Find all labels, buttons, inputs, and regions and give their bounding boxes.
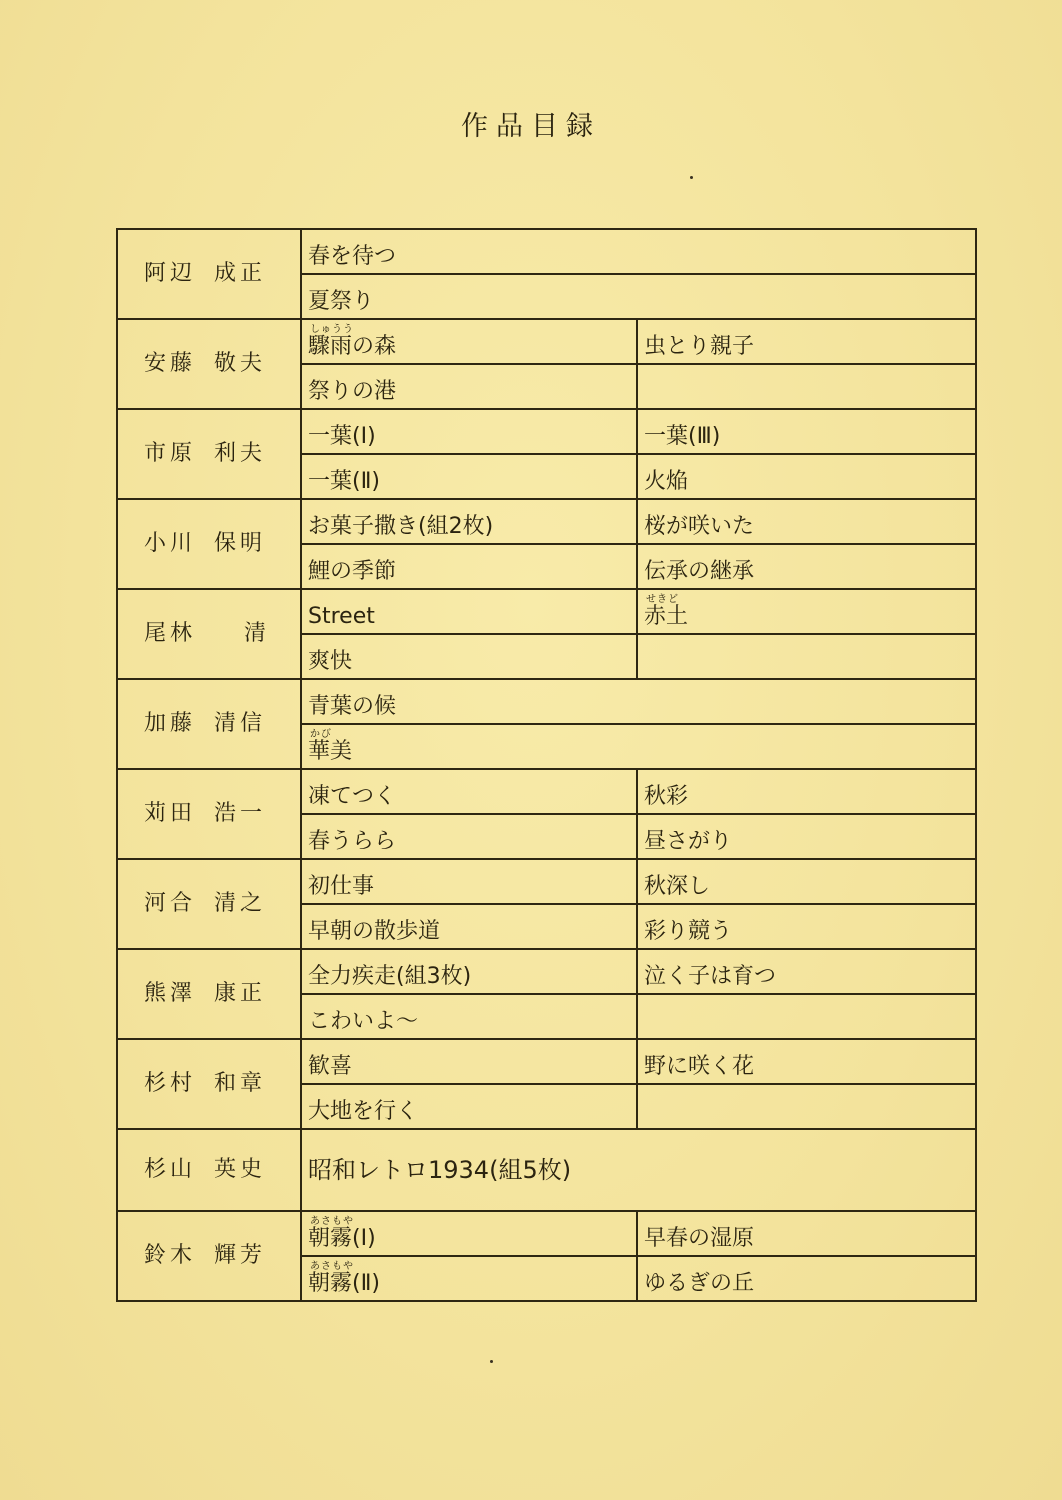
work-title-text: [308, 561, 396, 583]
work-title-cell: [637, 904, 976, 949]
work-title-cell: [301, 949, 637, 994]
work-title: 夏祭り: [308, 289, 375, 314]
work-title-cell: [637, 634, 976, 679]
work-title-cell: [637, 1256, 976, 1301]
author-surname: 安藤: [144, 351, 197, 376]
work-title-text: [644, 516, 754, 538]
work-title-cell: [301, 229, 976, 274]
work-title-text: [308, 729, 353, 764]
work-title-text: [308, 1158, 571, 1182]
author-name: [117, 1129, 301, 1211]
work-title-text: [308, 786, 396, 808]
page-title: 作品目録: [461, 111, 601, 142]
work-title-cell: [301, 1084, 637, 1129]
author-given-name: 康正: [214, 981, 267, 1006]
work-title: 華美: [308, 739, 353, 764]
furigana: あさもや: [310, 1261, 354, 1272]
author-surname: 阿辺: [144, 261, 197, 286]
work-title: 早朝の散歩道: [308, 919, 441, 944]
work-title: 一葉(Ⅱ): [308, 469, 380, 494]
work-title-cell: [301, 724, 976, 769]
author-given-name: 清信: [214, 711, 267, 736]
speck: [490, 1360, 493, 1363]
work-title-text: [644, 786, 688, 808]
work-title-text: [308, 471, 380, 493]
work-title: 歓喜: [308, 1054, 353, 1079]
work-title-text: [308, 246, 396, 268]
work-title-text: [308, 831, 396, 853]
author-surname: 鈴木: [144, 1243, 197, 1268]
work-title-cell: [637, 1039, 976, 1084]
work-title-text: [644, 594, 689, 629]
work-title: 一葉(Ⅲ): [644, 424, 721, 449]
author-given-name: 清之: [214, 891, 267, 916]
work-title-cell: [301, 859, 637, 904]
work-title: 全力疾走(組3枚): [308, 964, 472, 989]
work-title-cell: [637, 814, 976, 859]
work-title-cell: [301, 409, 637, 454]
work-title-cell: [301, 499, 637, 544]
author-surname: 尾林: [144, 621, 197, 646]
table-row: [117, 679, 976, 724]
work-title-text: [308, 1056, 352, 1078]
work-title: こわいよ〜: [308, 1009, 419, 1034]
table-row: [117, 859, 976, 904]
work-title: 秋深し: [644, 874, 711, 899]
work-title: 朝霧(Ⅰ): [308, 1226, 376, 1251]
work-title-text: [644, 471, 688, 493]
work-title-cell: [301, 589, 637, 634]
author-name: [117, 769, 301, 859]
work-title-text: [308, 1101, 418, 1123]
work-title-text: [308, 291, 374, 313]
author-name: [117, 229, 301, 319]
work-title: 野に咲く花: [644, 1054, 755, 1079]
work-title: 桜が咲いた: [644, 514, 755, 539]
work-title-cell: [637, 499, 976, 544]
work-title-cell: [637, 1211, 976, 1256]
author-name: [117, 499, 301, 589]
work-title-cell: [301, 1129, 976, 1211]
work-title: 大地を行く: [308, 1099, 419, 1124]
work-title: ゆるぎの丘: [644, 1271, 755, 1296]
work-title-text: [308, 921, 440, 943]
author-name: [117, 1039, 301, 1129]
work-title: 早春の湿原: [644, 1226, 755, 1251]
work-title-text: [308, 324, 397, 359]
work-title: 初仕事: [308, 874, 375, 899]
work-title-cell: [637, 319, 976, 364]
author-name: [117, 589, 301, 679]
table-row: [117, 1211, 976, 1256]
work-title-cell: [637, 589, 976, 634]
author-given-name: 利夫: [214, 441, 267, 466]
author-surname: 杉村: [144, 1071, 197, 1096]
work-title: 青葉の候: [308, 694, 397, 719]
work-title: 一葉(Ⅰ): [308, 424, 376, 449]
work-title-cell: [301, 319, 637, 364]
author-surname: 杉山: [144, 1157, 197, 1182]
work-title-text: [644, 1056, 754, 1078]
work-title-text: [308, 1011, 418, 1033]
author-surname: 小川: [144, 531, 197, 556]
author-surname: 熊澤: [144, 981, 197, 1006]
work-title-text: [644, 1228, 754, 1250]
author-surname: 苅田: [144, 801, 197, 826]
work-title-cell: [301, 634, 637, 679]
author-surname: 加藤: [144, 711, 197, 736]
work-title-text: [644, 1273, 754, 1295]
work-title-text: [644, 921, 732, 943]
author-given-name: 敬夫: [214, 351, 267, 376]
table-row: [117, 499, 976, 544]
author-name: [117, 949, 301, 1039]
work-title-text: [308, 1216, 376, 1251]
work-title-cell: [301, 454, 637, 499]
work-title-cell: [301, 364, 637, 409]
work-title-text: [308, 1261, 380, 1296]
work-title: 祭りの港: [308, 379, 397, 404]
furigana: しゅうう: [310, 324, 354, 335]
work-title: 鯉の季節: [308, 559, 397, 584]
author-name: [117, 679, 301, 769]
work-title-text: [308, 426, 376, 448]
table-row: [117, 949, 976, 994]
work-title-text: [308, 651, 352, 673]
author-given-name: 保明: [214, 531, 267, 556]
author-surname: 河合: [144, 891, 197, 916]
author-given-name: 浩一: [214, 801, 267, 826]
work-title-text: [644, 426, 720, 448]
table-row: [117, 409, 976, 454]
work-title: 虫とり親子: [644, 334, 755, 359]
work-title-cell: [301, 769, 637, 814]
work-title: 凍てつく: [308, 784, 397, 809]
work-title-cell: [637, 409, 976, 454]
author-given-name: 清: [244, 621, 271, 646]
table-row: [117, 769, 976, 814]
work-title-cell: [637, 544, 976, 589]
table-row: [117, 589, 976, 634]
work-title: 春うらら: [308, 829, 397, 854]
furigana: あさもや: [310, 1216, 354, 1227]
work-title-cell: [637, 454, 976, 499]
work-title-cell: [301, 904, 637, 949]
work-title-cell: [301, 679, 976, 724]
author-given-name: 和章: [214, 1071, 267, 1096]
work-title-cell: [301, 814, 637, 859]
work-title-cell: [301, 544, 637, 589]
speck: [690, 176, 693, 179]
table-row: [117, 1039, 976, 1084]
catalog-table: [116, 228, 977, 1302]
work-title-text: [644, 831, 732, 853]
work-title-cell: [637, 859, 976, 904]
furigana: せきど: [646, 594, 679, 605]
work-title: 驟雨の森: [308, 334, 397, 359]
author-given-name: 英史: [214, 1157, 267, 1182]
work-title-cell: [637, 994, 976, 1039]
work-title-cell: [301, 1211, 637, 1256]
author-given-name: 輝芳: [214, 1243, 267, 1268]
author-name: [117, 1211, 301, 1301]
work-title-text: [644, 561, 754, 583]
table-row: [117, 1129, 976, 1211]
work-title: 伝承の継承: [644, 559, 755, 584]
work-title: 朝霧(Ⅱ): [308, 1271, 380, 1296]
author-name: [117, 409, 301, 499]
work-title-cell: [301, 994, 637, 1039]
author-name: [117, 319, 301, 409]
work-title: 火焔: [644, 469, 689, 494]
work-title-cell: [301, 274, 976, 319]
work-title-text: [308, 381, 396, 403]
work-title-text: [308, 516, 493, 538]
table-row: [117, 319, 976, 364]
work-title-text: [644, 876, 710, 898]
work-title: 彩り競う: [644, 919, 733, 944]
work-title: 昼さがり: [644, 829, 733, 854]
work-title-cell: [301, 1256, 637, 1301]
work-title: お菓子撒き(組2枚): [308, 514, 494, 539]
work-title: Street: [308, 604, 375, 629]
work-title: 泣く子は育つ: [644, 964, 777, 989]
work-title-cell: [637, 949, 976, 994]
work-title-cell: [637, 1084, 976, 1129]
work-title-cell: [637, 364, 976, 409]
work-title-text: [644, 336, 754, 358]
work-title-text: [308, 966, 471, 988]
work-title-cell: [637, 769, 976, 814]
work-title: 爽快: [308, 649, 353, 674]
work-title: 春を待つ: [308, 244, 397, 269]
work-title-text: [308, 876, 374, 898]
work-title-text: [644, 966, 776, 988]
work-title: 秋彩: [644, 784, 689, 809]
table-row: [117, 229, 976, 274]
author-surname: 市原: [144, 441, 197, 466]
work-title-text: [308, 606, 375, 628]
work-title: 昭和レトロ1934(組5枚): [308, 1156, 572, 1184]
author-given-name: 成正: [214, 261, 267, 286]
work-title: 赤土: [644, 604, 689, 629]
author-name: [117, 859, 301, 949]
work-title-text: [308, 696, 396, 718]
furigana: かび: [310, 729, 332, 740]
work-title-cell: [301, 1039, 637, 1084]
